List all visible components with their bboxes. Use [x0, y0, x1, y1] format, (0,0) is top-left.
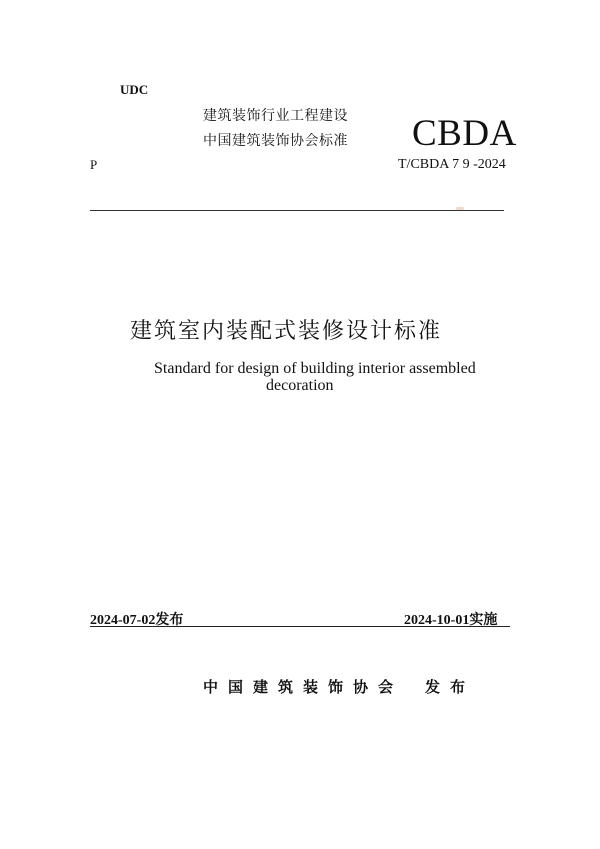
org-abbreviation-logo: CBDA [412, 113, 517, 154]
decorative-mark [456, 207, 464, 210]
issuer-name: 中国建筑装饰协会 [203, 678, 404, 696]
implement-date: 2024-10-01实施 [404, 613, 498, 628]
publish-date: 2024-07-02发布 [90, 613, 184, 628]
standard-code: T/CBDA 7 9 -2024 [398, 157, 506, 172]
title-english-line2: decoration [266, 377, 334, 394]
issued-label: 发布 [425, 678, 476, 696]
p-classification-mark: P [90, 157, 98, 172]
standard-series-line2: 中国建筑装饰协会标准 [203, 133, 348, 149]
dates-divider [90, 626, 510, 627]
title-chinese: 建筑室内装配式装修设计标准 [130, 319, 443, 344]
udc-label: UDC [120, 82, 149, 97]
header-divider [90, 210, 504, 211]
title-english-line1: Standard for design of building interior assembled [154, 360, 476, 377]
standard-series-line1: 建筑装饰行业工程建设 [203, 108, 348, 124]
